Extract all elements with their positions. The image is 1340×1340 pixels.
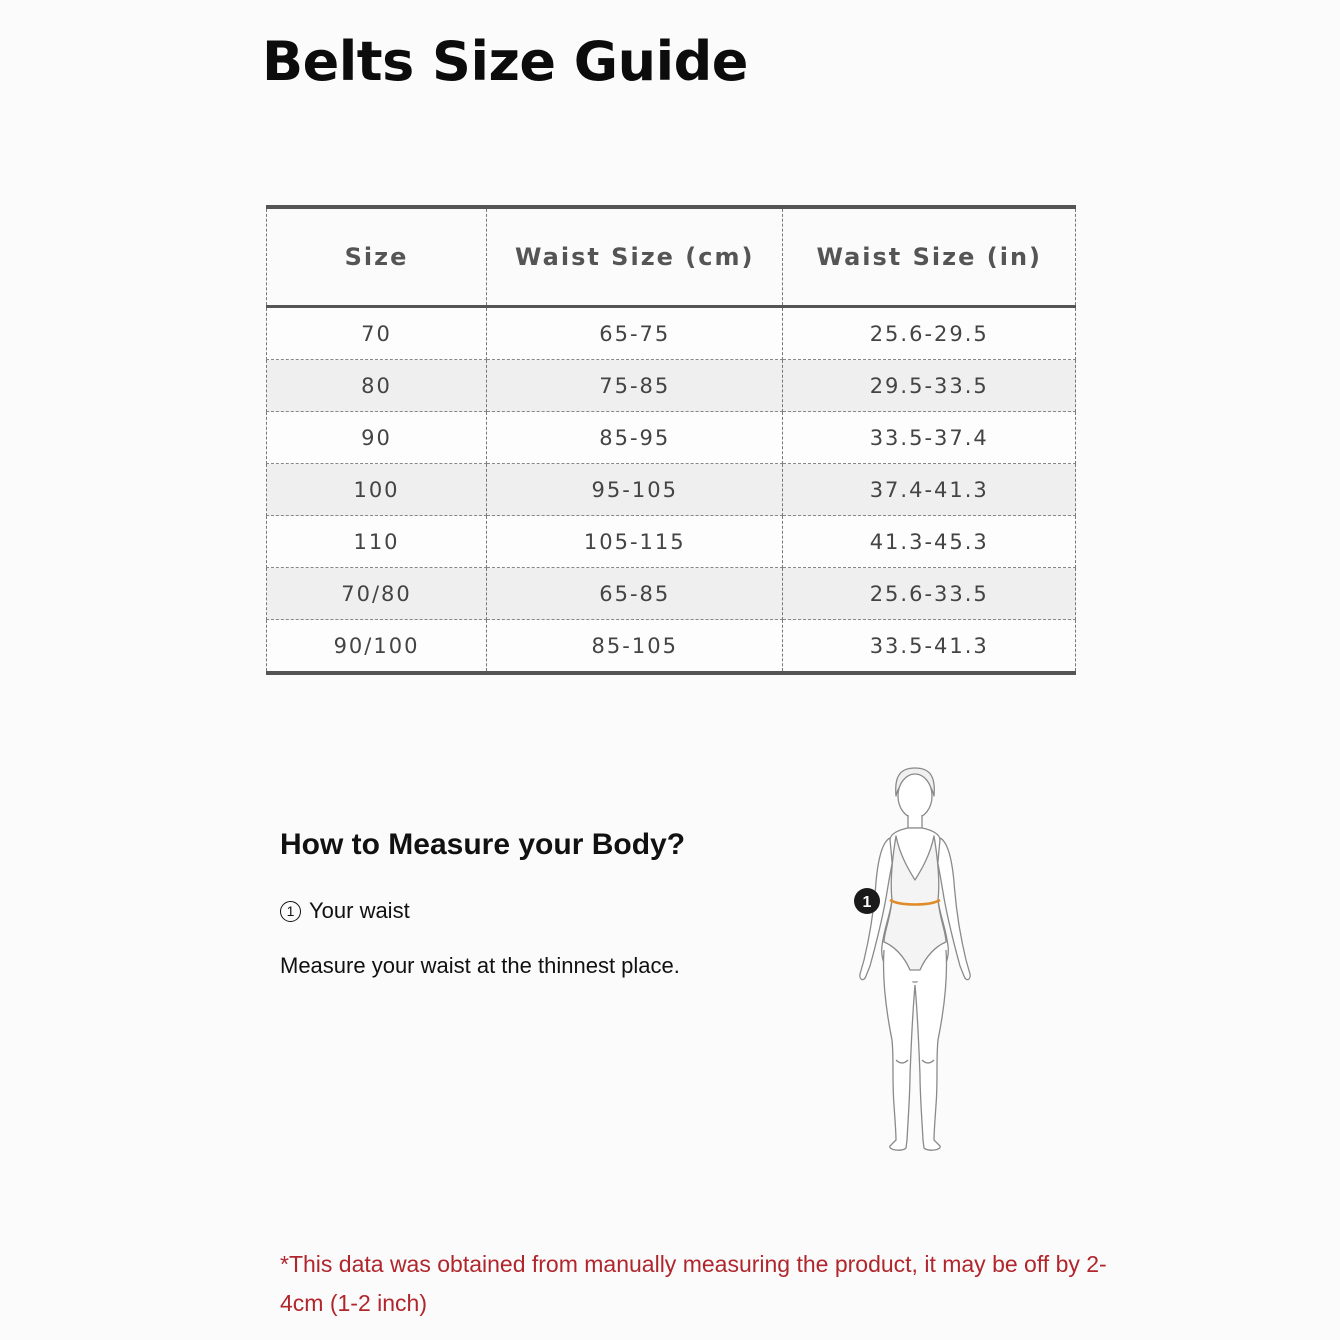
- cell-waist-cm: 95-105: [487, 464, 783, 516]
- cell-waist-in: 33.5-37.4: [783, 412, 1076, 464]
- cell-waist-in: 41.3-45.3: [783, 516, 1076, 568]
- figure-neck: [908, 815, 922, 828]
- cell-size: 90: [267, 412, 487, 464]
- waist-marker-number: 1: [862, 894, 872, 911]
- cell-waist-cm: 105-115: [487, 516, 783, 568]
- step-label: Your waist: [309, 898, 410, 923]
- header-waist-cm: Waist Size (cm): [487, 207, 783, 307]
- cell-waist-cm: 65-75: [487, 307, 783, 360]
- cell-waist-in: 37.4-41.3: [783, 464, 1076, 516]
- cell-waist-in: 25.6-33.5: [783, 568, 1076, 620]
- cell-waist-in: 25.6-29.5: [783, 307, 1076, 360]
- disclaimer-note: *This data was obtained from manually measuring the product, it may be off by 2-4cm (1-2 inch): [280, 1251, 1107, 1316]
- figure-left-leg: [883, 950, 915, 1150]
- howto-heading: How to Measure your Body?: [280, 828, 686, 861]
- header-waist-in: Waist Size (in): [783, 207, 1076, 307]
- table-row: [267, 516, 1076, 568]
- cell-waist-cm: 65-85: [487, 568, 783, 620]
- measure-instruction: Measure your waist at the thinnest place.: [280, 953, 680, 978]
- table-header-row: [267, 207, 1076, 307]
- cell-waist-cm: 75-85: [487, 360, 783, 412]
- figure-head: [898, 774, 932, 818]
- cell-waist-in: 33.5-41.3: [783, 620, 1076, 674]
- cell-waist-cm: 85-105: [487, 620, 783, 674]
- cell-size: 100: [267, 464, 487, 516]
- size-table: [266, 205, 1076, 675]
- step-waist: [280, 898, 410, 924]
- table-row: [267, 620, 1076, 674]
- cell-size: 80: [267, 360, 487, 412]
- cell-waist-cm: 85-95: [487, 412, 783, 464]
- table-row: [267, 307, 1076, 360]
- step-number-badge: 1: [280, 901, 301, 922]
- table-row: [267, 568, 1076, 620]
- cell-size: 70: [267, 307, 487, 360]
- page-title: Belts Size Guide: [262, 30, 748, 93]
- header-size: Size: [267, 207, 487, 307]
- body-figure-illustration: [840, 760, 990, 1160]
- cell-waist-in: 29.5-33.5: [783, 360, 1076, 412]
- table-row: [267, 412, 1076, 464]
- table-row: [267, 360, 1076, 412]
- table-row: [267, 464, 1076, 516]
- cell-size: 70/80: [267, 568, 487, 620]
- cell-size: 110: [267, 516, 487, 568]
- cell-size: 90/100: [267, 620, 487, 674]
- figure-right-leg: [915, 950, 947, 1150]
